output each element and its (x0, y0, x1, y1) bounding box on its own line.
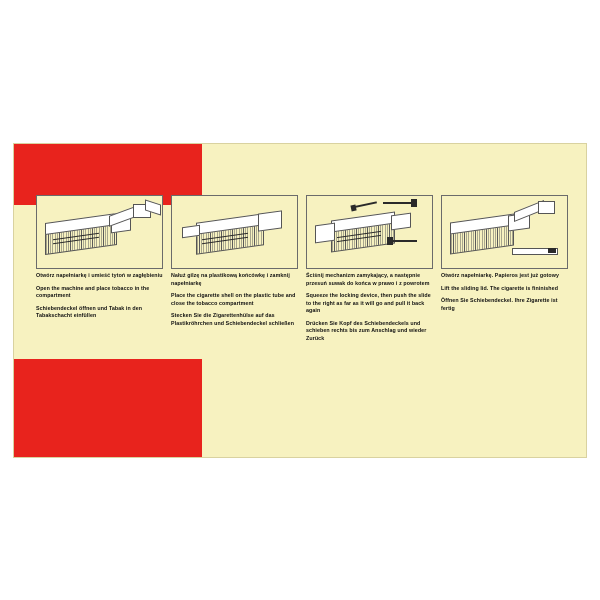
step-1-text-en: Open the machine and place tobacco in the compartment (36, 285, 150, 300)
step-2-text (167, 269, 302, 328)
lift-lid-finished-cigarette-icon (441, 195, 568, 269)
step-3-text-pl: Ściśnij mechanizm zamykający, a następnie przesuń suwak do końca w prawo i z powrotem (306, 273, 430, 287)
step-4-text (437, 269, 572, 313)
step-2-text-en: Place the cigarette shell on the plastic tube and close the tobacco compartment (171, 293, 296, 307)
step-1-text-pl: Otwórz napełniarkę i umieść tytoń w zagłębieniu (36, 273, 163, 279)
instruction-step-1 (32, 195, 167, 400)
step-1-text-de: Schiebendeckel öffnen und Tabak in den Tabakschacht einfüllen (36, 305, 143, 320)
step-3-text-de: Drücken Sie Kopf des Schiebendeckels und schieben rechts bis zum Anschlag und wieder Zurück (306, 320, 427, 342)
instruction-step-2 (167, 195, 302, 400)
squeeze-and-push-slide-icon (306, 195, 433, 269)
machine-open-with-tobacco-icon (36, 195, 163, 269)
step-4-text-pl: Otwórz napełniarkę. Papieros jest już gotowy (441, 273, 560, 279)
step-3-text (302, 269, 437, 343)
step-3-text-en: Squeeze the locking device, then push the slide to the right as far as it will go and pull it back again (306, 293, 431, 315)
instruction-panels (32, 195, 572, 400)
tube-on-nozzle-icon (171, 195, 298, 269)
step-4-text-de: Öffnen Sie Schiebendeckel. Ihre Zigarette ist fertig (441, 298, 558, 312)
step-2-text-de: Stecken Sie die Zigarettenhülse auf das Plastikröhrchen und Schiebendeckel schließen (171, 313, 295, 327)
step-2-text-pl: Nałuż gilzę na plastikową końcówkę i zamknij napełniarkę (171, 273, 290, 287)
instruction-step-3 (302, 195, 437, 400)
step-1-text (32, 269, 167, 321)
instruction-step-4 (437, 195, 572, 400)
step-4-text-en: Lift the sliding lid. The cigarette is fininished (441, 285, 559, 292)
instruction-leaflet (13, 143, 587, 458)
